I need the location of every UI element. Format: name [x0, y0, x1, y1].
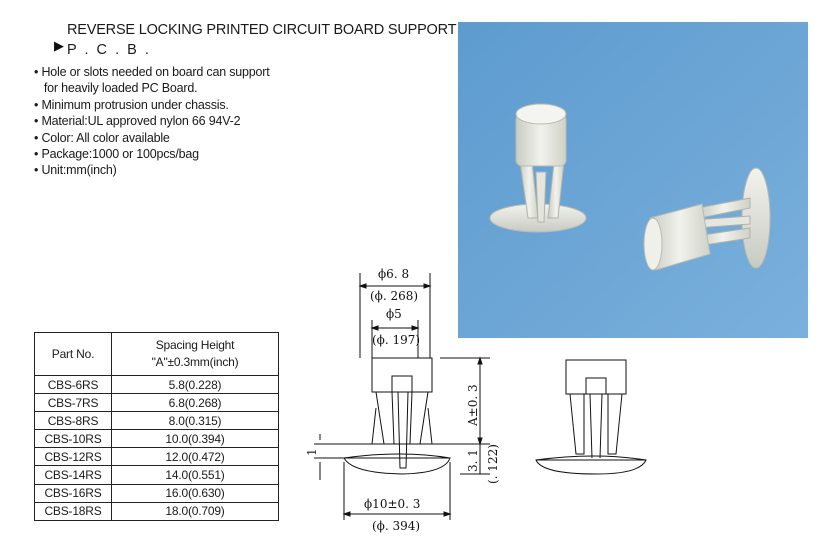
cell-height: 10.0(0.394) — [112, 430, 279, 448]
technical-drawing — [300, 258, 670, 548]
table-row — [35, 448, 279, 466]
dim-31-inch: (. 122) — [486, 444, 500, 484]
dim-base-diameter-inch: (ϕ. 394) — [372, 519, 421, 533]
cell-height: 6.8(0.268) — [112, 394, 279, 412]
cell-height: 14.0(0.551) — [112, 466, 279, 484]
dim-31: 3. 1 — [466, 449, 480, 472]
cell-part: CBS-6RS — [35, 376, 112, 394]
title-arrow-icon: ▶ — [54, 38, 64, 53]
cell-part: CBS-12RS — [35, 448, 112, 466]
col-header-part: Part No. — [35, 333, 112, 376]
dim-thickness: 1 — [305, 448, 319, 456]
col-header-spacing — [112, 333, 279, 376]
part-side-view — [320, 358, 468, 474]
dim-mid-diameter: ϕ5 — [386, 307, 402, 321]
table-row — [35, 466, 279, 484]
table-row — [35, 394, 279, 412]
cell-part: CBS-10RS — [35, 430, 112, 448]
dim-mid-diameter-inch: (ϕ. 197) — [372, 333, 421, 347]
table-row — [35, 484, 279, 502]
cell-height: 5.8(0.228) — [112, 376, 279, 394]
feature-item: • Hole or slots needed on board can support — [34, 65, 270, 79]
cell-height: 12.0(0.472) — [112, 448, 279, 466]
table-row — [35, 412, 279, 430]
col-header-spacing-line1: Spacing Height — [155, 338, 235, 352]
cell-part: CBS-18RS — [35, 502, 112, 520]
cell-height: 16.0(0.630) — [112, 484, 279, 502]
cell-part: CBS-14RS — [35, 466, 112, 484]
dim-base-diameter: ϕ10±0. 3 — [364, 497, 421, 511]
cell-height: 8.0(0.315) — [112, 412, 279, 430]
cell-part: CBS-7RS — [35, 394, 112, 412]
cell-height: 18.0(0.709) — [112, 502, 279, 520]
product-title: REVERSE LOCKING PRINTED CIRCUIT BOARD SUPPORT — [67, 22, 457, 38]
table-row — [35, 430, 279, 448]
feature-item: • Color: All color available — [34, 130, 170, 145]
feature-item: • Package:1000 or 100pcs/bag — [34, 147, 199, 162]
dim-height-a: A±0. 3 — [466, 384, 480, 426]
dim-top-diameter: ϕ6. 8 — [378, 267, 410, 281]
feature-item: • Unit:mm(inch) — [34, 163, 117, 178]
table-row — [35, 502, 279, 520]
product-subtitle: P . C . B . — [67, 42, 149, 58]
feature-list — [34, 64, 270, 179]
table-row — [35, 376, 279, 394]
part-compact-view — [536, 360, 646, 474]
spec-table — [34, 332, 279, 521]
feature-item: • Minimum protrusion under chassis. — [34, 97, 229, 112]
feature-item: • Material:UL approved nylon 66 94V-2 — [34, 114, 241, 129]
dim-top-diameter-inch: (ϕ. 268) — [370, 289, 419, 303]
cell-part: CBS-8RS — [35, 412, 112, 430]
table-header-row — [35, 333, 279, 376]
cell-part: CBS-16RS — [35, 484, 112, 502]
col-header-spacing-line2: "A"±0.3mm(inch) — [151, 355, 239, 369]
feature-item: for heavily loaded PC Board. — [34, 81, 198, 96]
